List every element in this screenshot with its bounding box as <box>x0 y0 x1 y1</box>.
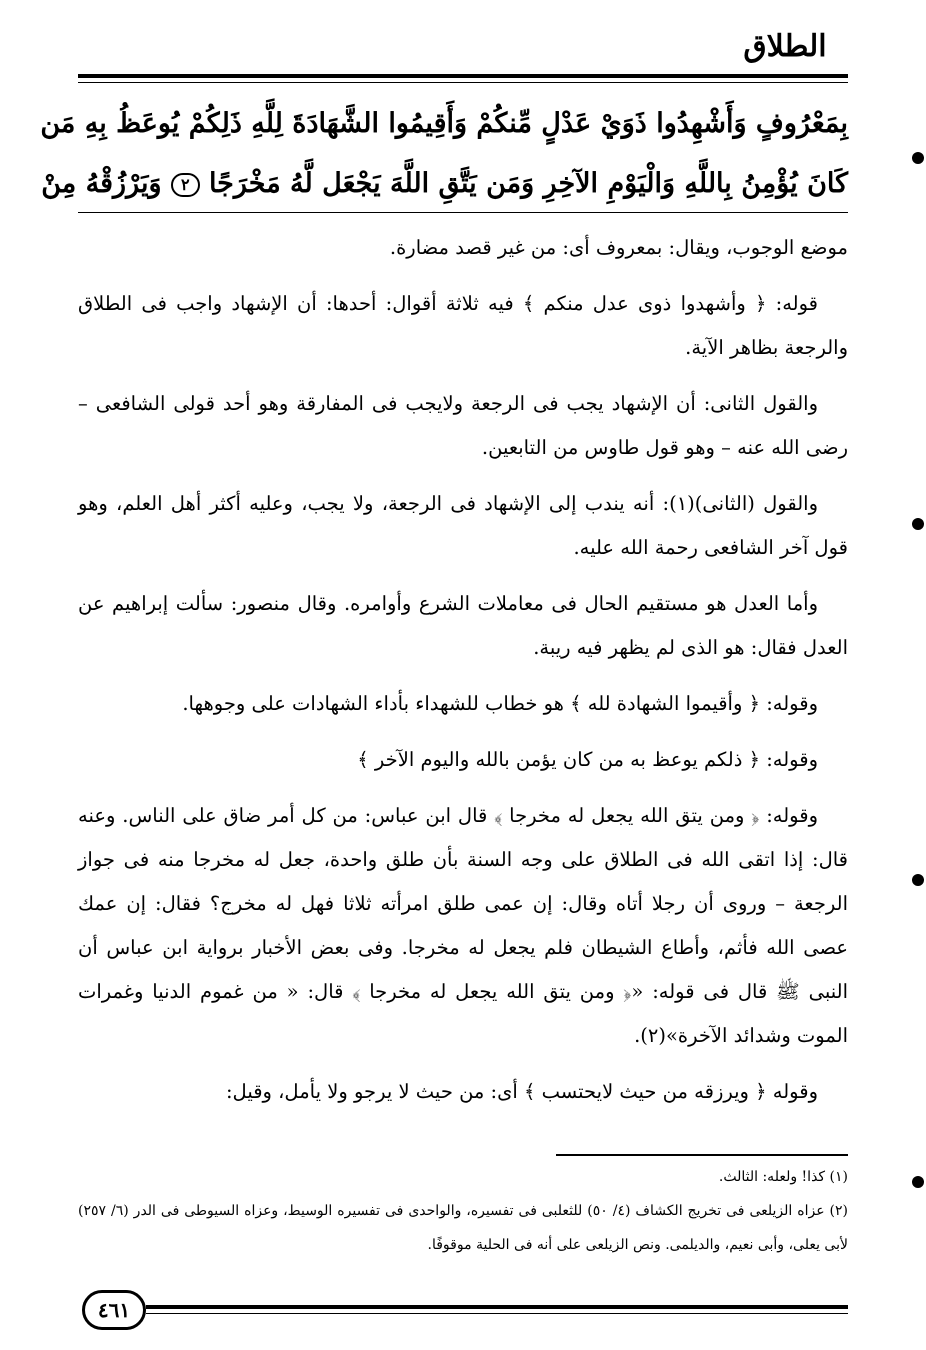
paragraph-4: والقول (الثانى)(١): أنه يندب إلى الإشهاد فى الرجعة، ولا يجب، وعليه أكثر أهل العلم، وهو قول آخر الشافعى رحمة الله عليه. <box>78 492 848 559</box>
page-number: ٤٦١ <box>82 1290 146 1330</box>
quran-line-2-continuation: وَيَرْزُقْهُ مِنْ <box>41 168 162 199</box>
footnote-separator <box>556 1154 848 1156</box>
quran-line-1: بِمَعْرُوفٍ وَأَشْهِدُوا ذَوَيْ عَدْلٍ مِّنكُمْ وَأَقِيمُوا الشَّهَادَةَ لِلَّهِ ذَلِكُمْ يُوعَظُ بِهِ مَن <box>40 108 848 139</box>
edge-mark-icon <box>912 152 924 164</box>
paragraph-2: قوله: ﴿ وأشهدوا ذوى عدل منكم ﴾ فيه ثلاثة أقوال: أحدها: أن الإشهاد واجب فى الطلاق والرجعة بظاهر الآية. <box>78 292 848 359</box>
quran-verse-block <box>40 94 848 214</box>
header-rule-thin <box>78 82 848 83</box>
edge-mark-icon <box>912 1176 924 1188</box>
header-rule-thick <box>78 74 848 78</box>
footer-rule-thick <box>146 1305 848 1309</box>
running-header-title: الطلاق <box>743 29 827 64</box>
paragraph-8: وقوله: ﴿ ومن يتق الله يجعل له مخرجا ﴾ قال ابن عباس: من كل أمر ضاق على الناس. وعنه قال: إذا اتقى الله فى الطلاق على وجه السنة بأن طلق واحدة، جعل له مخرجا منه فى جواز الرجعة – وروى أن رجلا أتاه وقال: إن عمى طلق امرأته ثلاثا فهل له مخرج؟ فقال: إن عمك عصى الله فأثم، وأطاع الشيطان فلم يجعل له مخرجا. وفى بعض الأخبار برواية ابن عباس أن النبى ﷺ قال فى قوله: «﴿ ومن يتق الله يجعل له مخرجا ﴾ قال: « من غموم الدنيا وغمرات الموت وشدائد الآخرة»(٢). <box>78 804 848 1047</box>
quran-line-2-text: كَانَ يُؤْمِنُ بِاللَّهِ وَالْيَوْمِ الآخِرِ وَمَن يَتَّقِ اللَّهَ يَجْعَل لَّهُ مَخْرَجًا <box>208 168 848 199</box>
quran-line-2 <box>41 154 848 214</box>
footnotes <box>78 1160 848 1262</box>
commentary-body <box>78 226 848 1126</box>
paragraph-1: موضع الوجوب، ويقال: بمعروف أى: من غير قصد مضارة. <box>389 236 848 259</box>
paragraph-7: وقوله: ﴿ ذلكم يوعظ به من كان يؤمن بالله واليوم الآخر ﴾ <box>357 748 818 771</box>
edge-mark-icon <box>912 874 924 886</box>
ayah-number-marker: ٢ <box>171 173 200 197</box>
paragraph-5: وأما العدل هو مستقيم الحال فى معاملات الشرع وأوامره. وقال منصور: سألت إبراهيم عن العدل فقال: هو الذى لم يظهر فيه ريبة. <box>78 592 848 659</box>
footer-rule-thin <box>146 1313 848 1314</box>
footnote-1: (١) كذا! ولعله: الثالث. <box>718 1169 848 1185</box>
edge-mark-icon <box>912 518 924 530</box>
paragraph-9: وقوله ﴿ ويرزقه من حيث لايحتسب ﴾ أى: من حيث لا يرجو ولا يأمل، وقيل: <box>225 1080 818 1103</box>
paragraph-6: وقوله: ﴿ وأقيموا الشهادة لله ﴾ هو خطاب للشهداء بأداء الشهادات على وجوهها. <box>182 692 818 715</box>
footnote-2: (٢) عزاه الزيلعى فى تخريج الكشاف (٤/ ٥٠) للثعلبى فى تفسيره، والواحدى فى تفسيره الوسيط، وعزاه السيوطى فى الدر (٦/ ٢٥٧) لأبى يعلى، وأبى نعيم، والديلمى. ونص الزيلعى على أنه فى الحلية موقوفًا. <box>78 1203 848 1253</box>
paragraph-3: والقول الثانى: أن الإشهاد يجب فى الرجعة ولايجب فى المفارقة وهو أحد قولى الشافعى – رضى الله عنه – وهو قول طاوس من التابعين. <box>78 392 848 459</box>
quran-bottom-rule <box>78 212 848 213</box>
